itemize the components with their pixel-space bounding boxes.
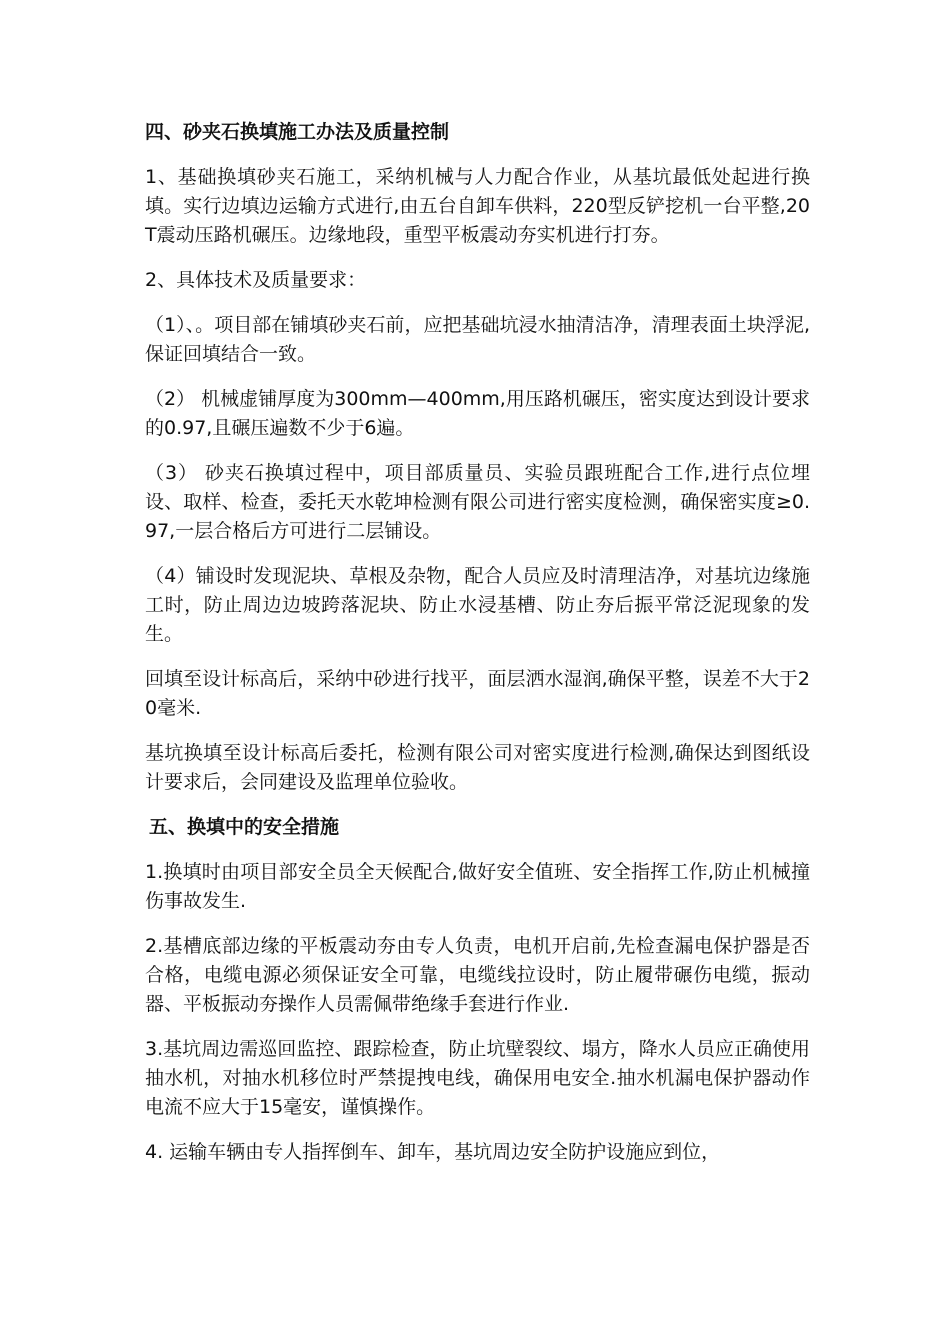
paragraph: 1、基础换填砂夹石施工，采纳机械与人力配合作业，从基坑最低处起进行换填。实行边填边运输方式进行,由五台自卸车供料，220型反铲挖机一台平整,20T震动压路机碾压。边缘地段，重型平板震动夯实机进行打夯。 xyxy=(145,166,810,246)
section-heading-4: 四、砂夹石换填施工办法及质量控制 xyxy=(145,121,450,143)
document-body xyxy=(145,118,810,1183)
paragraph: 回填至设计标高后，采纳中砂进行找平，面层洒水湿润,确保平整，误差不大于20毫米. xyxy=(145,668,810,719)
paragraph: （4）铺设时发现泥块、草根及杂物，配合人员应及时清理洁净，对基坑边缘施工时，防止周边边坡跨落泥块、防止水浸基槽、防止夯后振平常泛泥现象的发生。 xyxy=(145,565,810,645)
paragraph: 2、具体技术及质量要求： xyxy=(145,269,367,291)
paragraph: （1）、。项目部在铺填砂夹石前，应把基础坑浸水抽清洁净，清理表面土块浮泥,保证回填结合一致。 xyxy=(145,314,810,365)
paragraph: 基坑换填至设计标高后委托，检测有限公司对密实度进行检测,确保达到图纸设计要求后，会同建设及监理单位验收。 xyxy=(145,742,810,793)
paragraph: 2.基槽底部边缘的平板震动夯由专人负责，电机开启前,先检查漏电保护器是否合格，电缆电源必须保证安全可靠，电缆线拉设时，防止履带碾伤电缆，振动器、平板振动夯操作人员需佩带绝缘手套进行作业. xyxy=(145,935,810,1015)
paragraph: （2） 机械虚铺厚度为300mm—400mm,用压路机碾压，密实度达到设计要求的0.97,且碾压遍数不少于6遍。 xyxy=(145,388,810,439)
section-heading-5: 五、换填中的安全措施 xyxy=(149,816,340,838)
paragraph: （3） 砂夹石换填过程中，项目部质量员、实验员跟班配合工作,进行点位埋设、取样、检查，委托天水乾坤检测有限公司进行密实度检测，确保密实度≥0.97,一层合格后方可进行二层铺设。 xyxy=(145,462,810,542)
paragraph: 4. 运输车辆由专人指挥倒车、卸车，基坑周边安全防护设施应到位， xyxy=(145,1141,721,1163)
paragraph: 1.换填时由项目部安全员全天候配合,做好安全值班、安全指挥工作,防止机械撞伤事故发生. xyxy=(145,861,810,912)
paragraph: 3.基坑周边需巡回监控、跟踪检查，防止坑壁裂纹、塌方，降水人员应正确使用抽水机，对抽水机移位时严禁提拽电线，确保用电安全.抽水机漏电保护器动作电流不应大于15毫安，谨慎操作。 xyxy=(145,1038,810,1118)
